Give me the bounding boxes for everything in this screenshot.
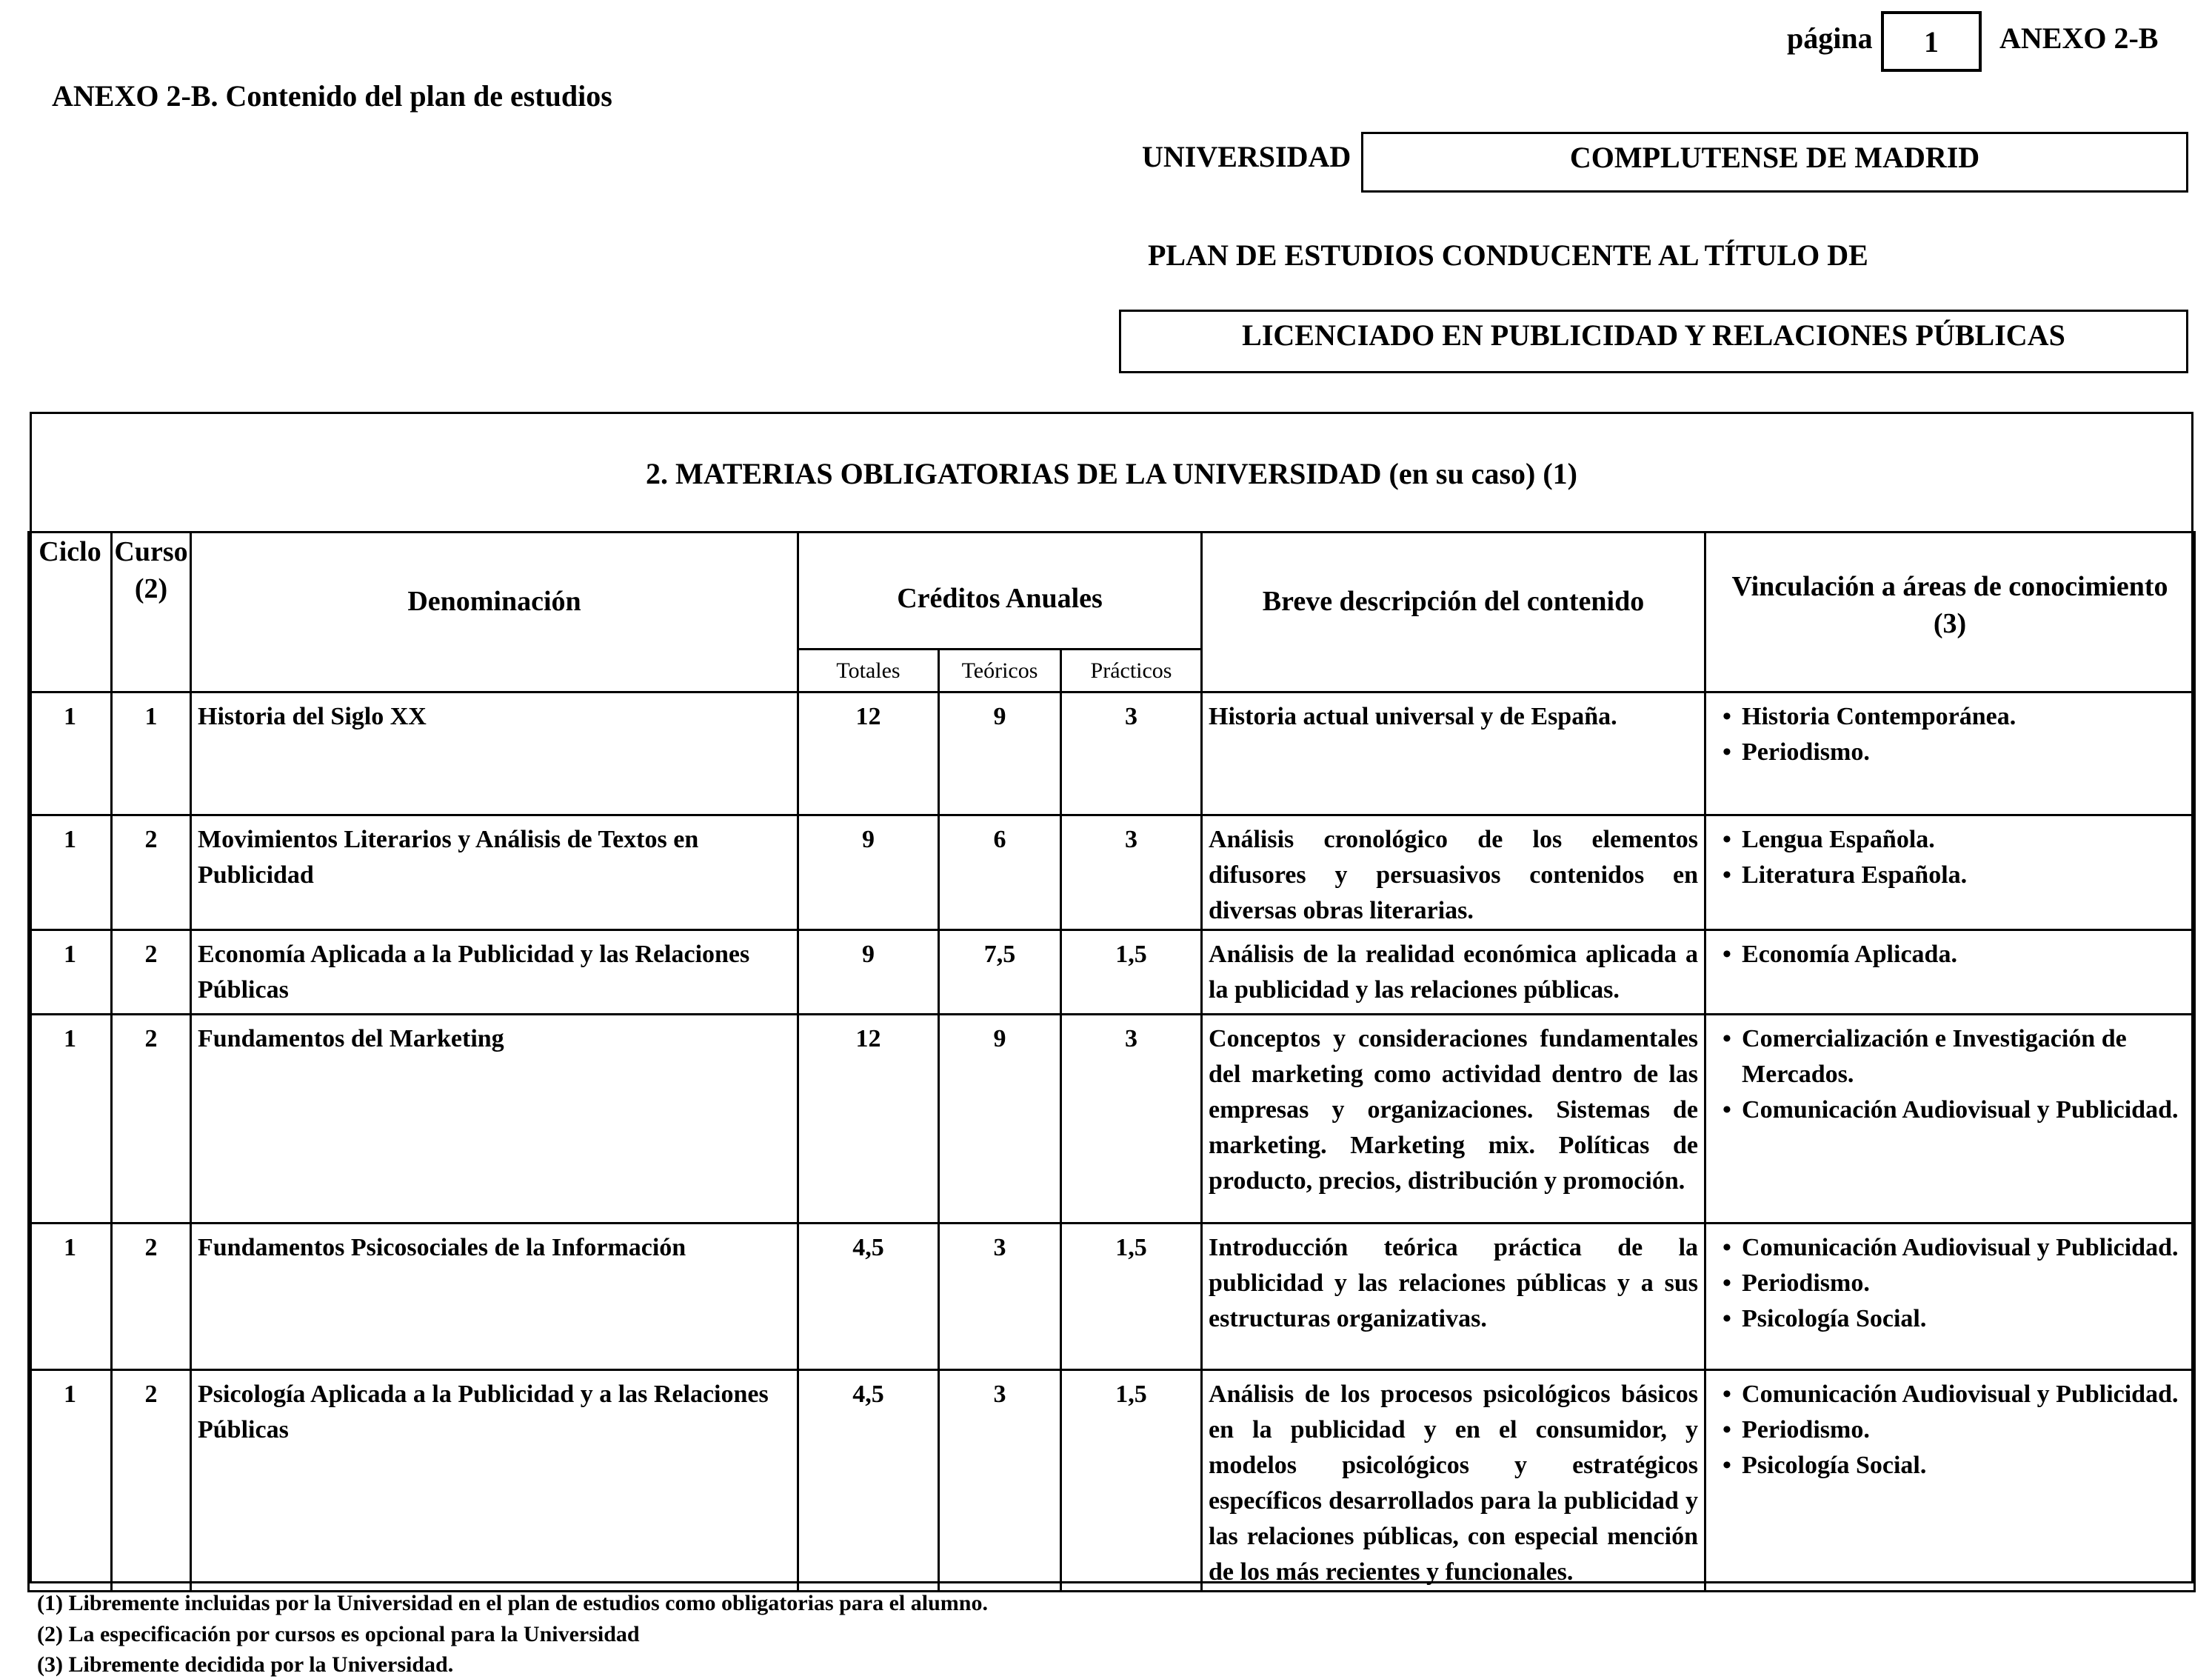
cell-teoricos: 7,5 [939, 930, 1061, 1015]
table-row [29, 815, 2195, 930]
area-item: • Psicología Social. [1723, 1448, 2188, 1483]
cell-practicos: 1,5 [1061, 1224, 1202, 1370]
cell-descripcion: Historia actual universal y de España. [1202, 692, 1705, 815]
table-row [29, 1370, 2195, 1592]
cell-ciclo: 1 [29, 1224, 112, 1370]
cell-totales: 12 [798, 692, 939, 815]
cell-totales: 9 [798, 930, 939, 1015]
annex-code: ANEXO 2-B [1999, 21, 2159, 55]
cell-vinculacion [1705, 1224, 2195, 1370]
cell-totales: 4,5 [798, 1370, 939, 1592]
footnote-3: (3) Libremente decidida por la Universidad. [37, 1652, 454, 1677]
cell-denominacion: Psicología Aplicada a la Publicidad y a las Relaciones Públicas [191, 1370, 798, 1592]
cell-descripcion: Introducción teórica práctica de la publicidad y las relaciones públicas y a sus estructuras organizativas. [1202, 1224, 1705, 1370]
area-item: • Periodismo. [1723, 1412, 2188, 1448]
university-label: UNIVERSIDAD [1142, 140, 1351, 173]
cell-practicos: 3 [1061, 815, 1202, 930]
areas-list [1712, 1377, 2188, 1483]
cell-practicos: 1,5 [1061, 930, 1202, 1015]
cell-denominacion: Historia del Siglo XX [191, 692, 798, 815]
area-item: • Comunicación Audiovisual y Publicidad. [1723, 1377, 2188, 1412]
cell-totales: 12 [798, 1015, 939, 1224]
annex-title: ANEXO 2-B. Contenido del plan de estudios [52, 79, 612, 113]
table-row [29, 1224, 2195, 1370]
cell-totales: 4,5 [798, 1224, 939, 1370]
section-title: 2. MATERIAS OBLIGATORIAS DE LA UNIVERSIDAD (en su caso) (1) [646, 457, 1577, 490]
cell-descripcion: Análisis de la realidad económica aplicada a la publicidad y las relaciones públicas. [1202, 930, 1705, 1015]
cell-ciclo: 1 [29, 692, 112, 815]
table-row [29, 692, 2195, 815]
cell-descripcion: Conceptos y consideraciones fundamentales del marketing como actividad dentro de las empresas y organizaciones. Sistemas de marketing. Marketing mix. Políticas de producto, precios, distribución y promoción. [1202, 1015, 1705, 1224]
cell-practicos: 3 [1061, 1015, 1202, 1224]
cell-teoricos: 6 [939, 815, 1061, 930]
cell-practicos: 1,5 [1061, 1370, 1202, 1592]
area-item: • Periodismo. [1723, 1266, 2188, 1301]
col-ciclo: Ciclo [29, 533, 112, 692]
cell-ciclo: 1 [29, 815, 112, 930]
cell-vinculacion [1705, 815, 2195, 930]
col-descripcion: Breve descripción del contenido [1202, 533, 1705, 692]
cell-vinculacion [1705, 1370, 2195, 1592]
col-vinculacion: Vinculación a áreas de conocimiento (3) [1705, 533, 2195, 692]
degree-title: LICENCIADO EN PUBLICIDAD Y RELACIONES PÚBLICAS [1119, 310, 2188, 373]
cell-vinculacion [1705, 1015, 2195, 1224]
cell-practicos: 3 [1061, 692, 1202, 815]
cell-denominacion: Movimientos Literarios y Análisis de Textos en Publicidad [191, 815, 798, 930]
col-denominacion: Denominación [191, 533, 798, 692]
areas-list [1712, 699, 2188, 770]
cell-curso: 2 [112, 815, 191, 930]
cell-teoricos: 9 [939, 692, 1061, 815]
cell-ciclo: 1 [29, 1015, 112, 1224]
cell-teoricos: 3 [939, 1224, 1061, 1370]
cell-curso: 2 [112, 1370, 191, 1592]
page-number-box: 1 [1881, 11, 1982, 72]
col-teoricos: Teóricos [939, 650, 1061, 692]
cell-denominacion: Economía Aplicada a la Publicidad y las Relaciones Públicas [191, 930, 798, 1015]
cell-denominacion: Fundamentos del Marketing [191, 1015, 798, 1224]
cell-ciclo: 1 [29, 930, 112, 1015]
areas-list [1712, 1230, 2188, 1337]
header-row [29, 533, 2195, 650]
cell-denominacion: Fundamentos Psicosociales de la Información [191, 1224, 798, 1370]
cell-curso: 2 [112, 1015, 191, 1224]
areas-list [1712, 937, 2188, 972]
cell-vinculacion [1705, 692, 2195, 815]
area-item: • Literatura Española. [1723, 858, 2188, 893]
cell-vinculacion [1705, 930, 2195, 1015]
area-item: • Periodismo. [1723, 735, 2188, 770]
university-name: COMPLUTENSE DE MADRID [1361, 132, 2188, 193]
col-totales: Totales [798, 650, 939, 692]
areas-list [1712, 1021, 2188, 1128]
cell-curso: 2 [112, 930, 191, 1015]
area-item: • Comunicación Audiovisual y Publicidad. [1723, 1092, 2188, 1128]
col-creditos: Créditos Anuales [798, 533, 1202, 650]
cell-ciclo: 1 [29, 1370, 112, 1592]
area-item: • Lengua Española. [1723, 822, 2188, 858]
cell-teoricos: 9 [939, 1015, 1061, 1224]
col-curso: Curso (2) [112, 533, 191, 692]
cell-descripcion: Análisis cronológico de los elementos difusores y persuasivos contenidos en diversas obras literarias. [1202, 815, 1705, 930]
table-row [29, 930, 2195, 1015]
table-row [29, 1015, 2195, 1224]
cell-curso: 1 [112, 692, 191, 815]
footnote-1: (1) Libremente incluidas por la Universidad en el plan de estudios como obligatorias para el alumno. [37, 1591, 988, 1615]
cell-teoricos: 3 [939, 1370, 1061, 1592]
area-item: • Psicología Social. [1723, 1301, 2188, 1337]
plan-label: PLAN DE ESTUDIOS CONDUCENTE AL TÍTULO DE [1148, 238, 1868, 272]
cell-curso: 2 [112, 1224, 191, 1370]
area-item: • Historia Contemporánea. [1723, 699, 2188, 735]
area-item: • Comunicación Audiovisual y Publicidad. [1723, 1230, 2188, 1266]
col-practicos: Prácticos [1061, 650, 1202, 692]
cell-totales: 9 [798, 815, 939, 930]
footnote-2: (2) La especificación por cursos es opcional para la Universidad [37, 1622, 640, 1646]
area-item: • Economía Aplicada. [1723, 937, 2188, 972]
cell-descripcion: Análisis de los procesos psicológicos básicos en la publicidad y en el consumidor, y modelos psicológicos y estratégicos específicos desarrollados para la publicidad y las relaciones públicas, con especial mención de los más recientes y funcionales. [1202, 1370, 1705, 1592]
area-item: • Comercialización e Investigación de Mercados. [1723, 1021, 2188, 1092]
areas-list [1712, 822, 2188, 893]
subjects-table [27, 531, 2196, 1592]
page-label: página [1787, 21, 1873, 55]
